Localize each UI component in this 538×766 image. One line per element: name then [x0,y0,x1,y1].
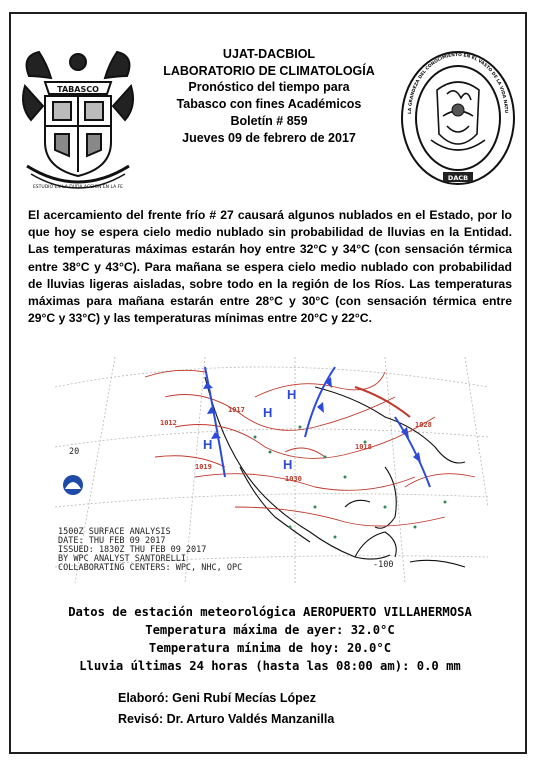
bulletin-subtitle-1: Pronóstico del tiempo para [188,80,350,95]
station-plots [254,426,447,539]
pressure-label: 1018 [355,443,372,451]
high-symbol: H [283,457,293,472]
seal-bottom-text: DACB [447,174,469,182]
high-symbol: H [263,405,273,420]
high-symbol: H [203,437,213,452]
pressure-label: 1019 [195,463,212,471]
surface-analysis-map [55,357,488,583]
seal-banner-text: TABASCO [57,85,99,94]
map-caption-line: BY WPC ANALYST SANTORELLI [58,554,186,564]
bulletin-date: Jueves 09 de febrero de 2017 [182,130,356,145]
seal-ring-text: LA GRANDEZA DEL CONOCIMIENTO EN EL VASTO DE LA VIDA NATU [407,52,509,115]
latitude-label: 20 [69,447,80,457]
pressure-label: 1030 [285,475,302,483]
institution-name: UJAT-DACBIOL [222,47,316,61]
high-symbol: H [287,387,297,402]
max-temperature: Temperatura máxima de ayer: 32.0°C [145,623,395,637]
map-caption-line: DATE: THU FEB 09 2017 [58,536,166,546]
station-title: Datos de estación meteorológica AEROPUERTO VILLAHERMOSA [68,605,472,619]
reviewed-by: Revisó: Dr. Arturo Valdés Manzanilla [118,712,335,726]
dacb-seal-logo [397,44,519,196]
longitude-label: -100 [373,560,394,570]
forecast-paragraph: El acercamiento del frente frío # 27 causará algunos nublados en el Estado, por lo que hoy se espera cielo medio nublado sin probabilidad de lluvias en la Entidad. Las temperaturas máximas estarán hoy entre 32°C y 34°C (con sensación térmica entre 38°C y 43°C). Para mañana se espera cielo medio nublado con probabilidad de lluvias ligeras aisladas, sobre todo en la región de los Ríos. Las temperaturas máximas para mañana estarán entre 28°C y 30°C (con sensación térmica entre 29°C y 33°C) y las temperaturas mínimas entre 20°C y 22°C. [28,208,512,326]
map-caption-line: 1500Z SURFACE ANALYSIS [58,527,171,537]
station-data [28,603,512,675]
min-temperature: Temperatura mínima de hoy: 20.0°C [148,641,392,655]
credits [118,688,334,730]
lab-name: LABORATORIO DE CLIMATOLOGÍA [163,63,375,78]
bulletin-header [140,46,398,146]
noaa-logo [63,475,83,495]
pressure-label: 1028 [415,421,432,429]
seal-motto-text: ESTUDIO EN LA DUDA ACCION EN LA FE [32,185,124,190]
map-caption-line: COLLABORATING CENTERS: WPC, NHC, OPC [58,563,243,573]
prepared-by: Elaboró: Geni Rubí Mecías López [118,691,316,705]
bulletin-subtitle-2: Tabasco con fines Académicos [176,97,362,112]
rainfall-24h: Lluvia últimas 24 horas (hasta las 08:00 am): 0.0 mm [79,659,461,673]
ujat-seal-logo [17,46,139,196]
pressure-label: 1017 [228,406,245,414]
bulletin-number: Boletín # 859 [230,113,308,128]
map-caption [58,527,242,573]
pressure-label: 1012 [160,419,177,427]
isobars [145,370,475,526]
pressure-values [160,406,432,483]
map-caption-line: ISSUED: 1830Z THU FEB 09 2017 [58,545,207,555]
